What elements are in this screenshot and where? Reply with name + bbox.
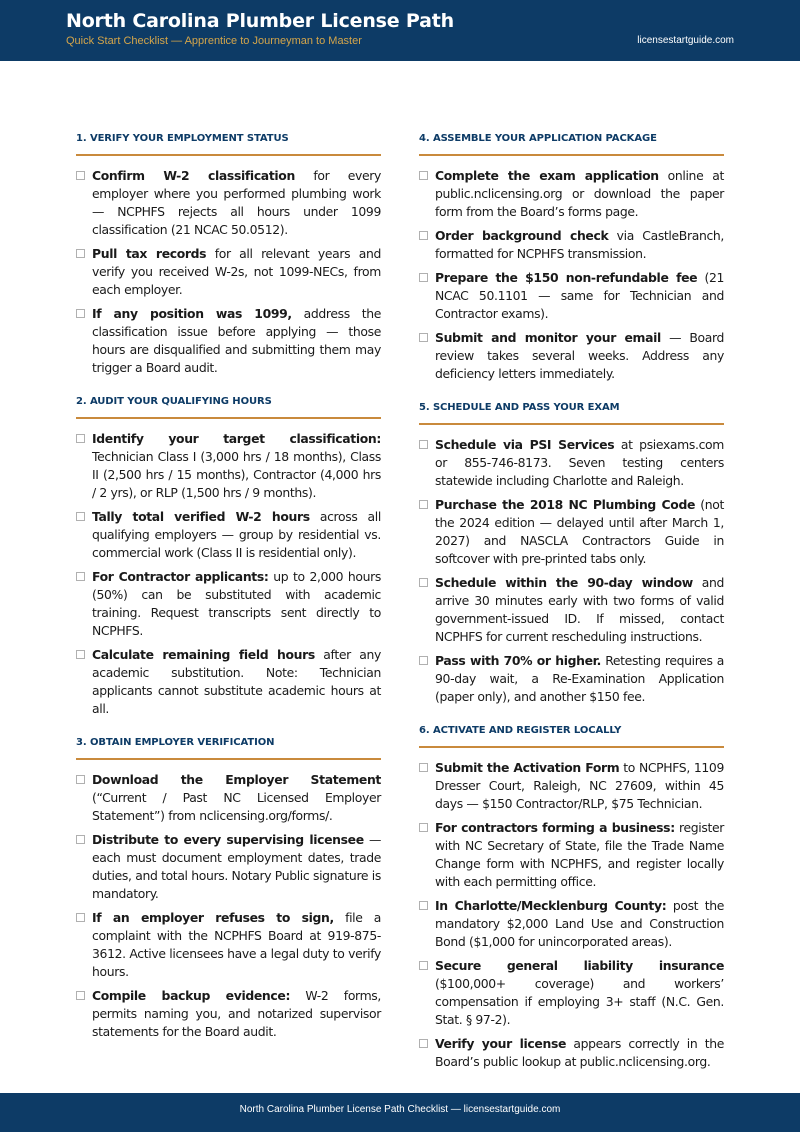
footer-text: North Carolina Plumber License Path Checklist — licensestartguide.com <box>239 1104 561 1115</box>
checklist-section <box>76 732 381 1041</box>
checkbox[interactable] <box>76 913 85 922</box>
item-text: W-2 forms, permits naming you, and notarized supervisor statements for the Board audit. <box>92 988 381 1039</box>
checklist-item <box>76 909 381 981</box>
checkbox[interactable] <box>76 249 85 258</box>
item-lead: Order background check <box>435 228 609 243</box>
page-title: North Carolina Plumber License Path <box>66 10 454 32</box>
checklist-item <box>76 508 381 562</box>
item-text: across all qualifying employers — group by residential vs. commercial work (Class II is residential only). <box>92 509 381 560</box>
section-title: 6. ACTIVATE AND REGISTER LOCALLY <box>419 720 724 748</box>
checkbox[interactable] <box>76 650 85 659</box>
checkbox[interactable] <box>76 171 85 180</box>
checklist-item <box>419 897 724 951</box>
item-text: (“Current / Past NC Licensed Employer Statement”) from nclicensing.org/forms/. <box>92 790 381 823</box>
item-lead: If any position was 1099, <box>92 306 292 321</box>
checkbox[interactable] <box>419 333 428 342</box>
item-lead: In Charlotte/Mecklenburg County: <box>435 898 667 913</box>
item-lead: Purchase the 2018 NC Plumbing Code <box>435 497 696 512</box>
item-text: for all relevant years and verify you received W-2s, not 1099-NECs, from each employer. <box>92 246 381 297</box>
item-lead: Confirm W-2 classification <box>92 168 295 183</box>
item-text: for every employer where you performed plumbing work — NCPHFS rejects all hours under 1099 classification (21 NCAC 50.0512). <box>92 168 381 237</box>
item-text: at psiexams.com or 855-746-8173. Seven testing centers statewide including Charlotte and Raleigh. <box>435 437 724 488</box>
checklist-item <box>419 496 724 568</box>
item-lead: Download the Employer Statement <box>92 772 381 787</box>
checkbox[interactable] <box>419 961 428 970</box>
item-text: via CastleBranch, formatted for NCPHFS transmission. <box>435 228 724 261</box>
item-lead: For contractors forming a business: <box>435 820 675 835</box>
checklist-item <box>419 652 724 706</box>
item-text: ($100,000+ coverage) and workers’ compensation if employing 3+ staff (N.C. Gen. Stat. § 97-2). <box>435 976 724 1027</box>
checkbox[interactable] <box>76 512 85 521</box>
item-text: file a complaint with the NCPHFS Board at 919-875-3612. Active licensees have a legal duty to verify hours. <box>92 910 382 979</box>
section-title: 2. AUDIT YOUR QUALIFYING HOURS <box>76 391 381 419</box>
item-text: (21 NCAC 50.1101 — same for Technician and Contractor exams). <box>435 270 725 321</box>
item-text: Retesting requires a 90-day wait, a Re-Examination Application (paper only), and another $150 fee. <box>435 653 724 704</box>
item-lead: Schedule via PSI Services <box>435 437 615 452</box>
checkbox[interactable] <box>419 823 428 832</box>
checkbox[interactable] <box>419 440 428 449</box>
item-lead: Complete the exam application <box>435 168 659 183</box>
item-lead: Pass with 70% or higher. <box>435 653 602 668</box>
checkbox[interactable] <box>419 500 428 509</box>
page-footer <box>0 1093 800 1132</box>
item-text: after any academic substitution. Note: Technician applicants cannot substitute academic hours at all. <box>92 647 381 716</box>
checkbox[interactable] <box>419 578 428 587</box>
item-text: — each must document employment dates, trade duties, and total hours. Notary Public signature is mandatory. <box>92 832 381 901</box>
checklist-section <box>76 391 381 718</box>
left-column <box>76 128 381 1055</box>
item-lead: Identify your target classification: <box>92 431 381 446</box>
checklist-item <box>76 245 381 299</box>
item-text: address the classification issue before applying — those hours are disqualified and submitting them may trigger a Board audit. <box>92 306 381 375</box>
item-text: register with NC Secretary of State, file the Trade Name Change form with NCPHFS, and register locally with each permitting office. <box>435 820 724 889</box>
checklist-item <box>76 987 381 1041</box>
item-text: Technician Class I (3,000 hrs / 18 months), Class II (2,500 hrs / 15 months), Contractor (4,000 hrs / 2 yrs), or RLP (1,500 hrs / 9 months). <box>92 449 381 500</box>
checkbox[interactable] <box>76 309 85 318</box>
item-lead: Calculate remaining field hours <box>92 647 315 662</box>
section-title: 4. ASSEMBLE YOUR APPLICATION PACKAGE <box>419 128 724 156</box>
item-lead: Secure general liability insurance <box>435 958 724 973</box>
checklist-item <box>419 167 724 221</box>
checklist-section <box>76 128 381 377</box>
item-lead: Submit and monitor your email <box>435 330 661 345</box>
checkbox[interactable] <box>419 656 428 665</box>
page-header <box>0 0 800 61</box>
checklist-item <box>419 819 724 891</box>
checklist-item <box>419 269 724 323</box>
checkbox[interactable] <box>76 434 85 443</box>
checklist-item <box>419 329 724 383</box>
checklist-item <box>419 574 724 646</box>
item-lead: Tally total verified W-2 hours <box>92 509 310 524</box>
item-text: (not the 2024 edition — delayed until after March 1, 2027) and NASCLA Contractors Guide in softcover with pre-printed tabs only. <box>435 497 724 566</box>
checklist-item <box>419 227 724 263</box>
checklist-item <box>419 759 724 813</box>
item-lead: Schedule within the 90-day window <box>435 575 693 590</box>
item-text: online at public.nclicensing.org or download the paper form from the Board’s forms page. <box>435 168 724 219</box>
header-site-link: licensestartguide.com <box>637 35 734 46</box>
checklist-section <box>419 128 724 383</box>
section-title: 5. SCHEDULE AND PASS YOUR EXAM <box>419 397 724 425</box>
checklist-item <box>419 1035 724 1071</box>
section-title: 3. OBTAIN EMPLOYER VERIFICATION <box>76 732 381 760</box>
item-lead: Pull tax records <box>92 246 207 261</box>
item-lead: For Contractor applicants: <box>92 569 269 584</box>
item-text: to NCPHFS, 1109 Dresser Court, Raleigh, NC 27609, within 45 days — $150 Contractor/RLP, $75 Technician. <box>435 760 724 811</box>
checklist-item <box>419 957 724 1029</box>
checklist-item <box>76 831 381 903</box>
item-lead: Compile backup evidence: <box>92 988 291 1003</box>
item-lead: Distribute to every supervising licensee <box>92 832 364 847</box>
checkbox[interactable] <box>76 991 85 1000</box>
item-lead: Prepare the $150 non-refundable fee <box>435 270 698 285</box>
checklist-item <box>76 430 381 502</box>
checklist-item <box>76 771 381 825</box>
checklist-section <box>419 397 724 706</box>
checkbox[interactable] <box>419 901 428 910</box>
item-text: and arrive 30 minutes early with two forms of valid government-issued ID. If missed, contact NCPHFS for current rescheduling instructions. <box>435 575 724 644</box>
checkbox[interactable] <box>76 775 85 784</box>
checklist-item <box>419 436 724 490</box>
checkbox[interactable] <box>419 763 428 772</box>
right-column <box>419 128 724 1085</box>
item-text: post the mandatory $2,000 Land Use and Construction Bond ($1,000 for unincorporated areas). <box>435 898 724 949</box>
item-text: — Board review takes several weeks. Address any deficiency letters immediately. <box>435 330 724 381</box>
checklist-section <box>419 720 724 1071</box>
item-lead: If an employer refuses to sign, <box>92 910 334 925</box>
checklist-item <box>76 167 381 239</box>
section-title: 1. VERIFY YOUR EMPLOYMENT STATUS <box>76 128 381 156</box>
checklist-item <box>76 646 381 718</box>
checkbox[interactable] <box>76 835 85 844</box>
checklist-item <box>76 305 381 377</box>
item-text: up to 2,000 hours (50%) can be substituted with academic training. Request transcripts sent directly to NCPHFS. <box>92 569 382 638</box>
item-text: appears correctly in the Board’s public lookup at public.nclicensing.org. <box>435 1036 724 1069</box>
checkbox[interactable] <box>419 171 428 180</box>
checklist-item <box>76 568 381 640</box>
page-subtitle: Quick Start Checklist — Apprentice to Journeyman to Master <box>66 35 362 47</box>
item-lead: Verify your license <box>435 1036 567 1051</box>
checkbox[interactable] <box>419 231 428 240</box>
checkbox[interactable] <box>76 572 85 581</box>
checkbox[interactable] <box>419 273 428 282</box>
checkbox[interactable] <box>419 1039 428 1048</box>
item-lead: Submit the Activation Form <box>435 760 620 775</box>
